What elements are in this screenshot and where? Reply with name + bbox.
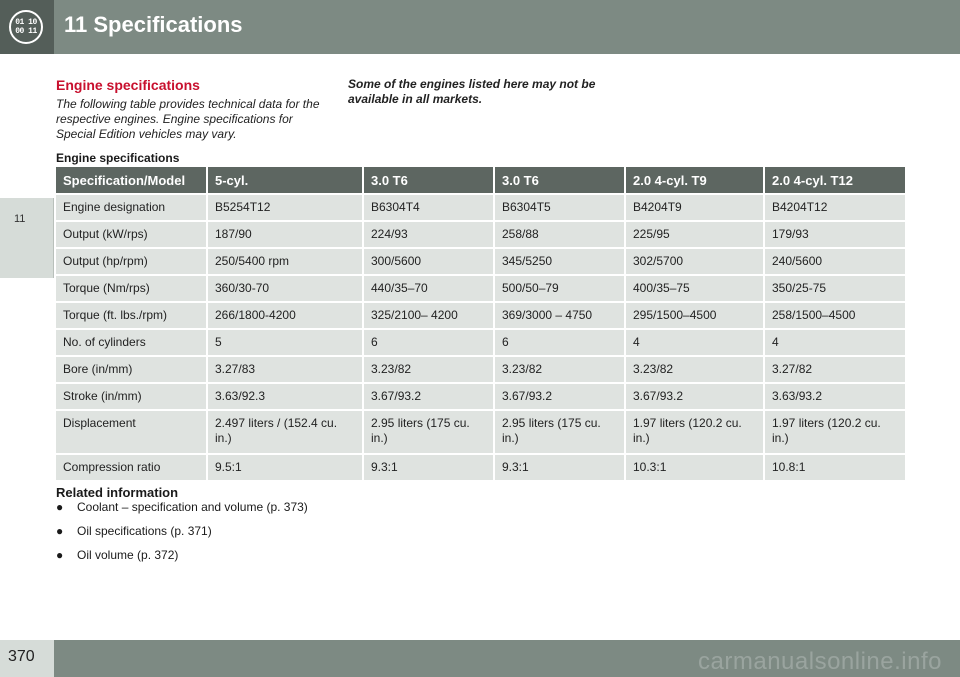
related-link-oil-specs[interactable] <box>56 524 316 539</box>
column-header: 2.0 4-cyl. T9 <box>626 167 765 195</box>
table-header-row <box>56 167 905 195</box>
table-cell: B4204T9 <box>626 195 765 222</box>
column-header: 3.0 T6 <box>495 167 626 195</box>
bullet-icon: ● <box>56 524 64 538</box>
table-cell: 2.95 liters (175 cu. in.) <box>495 411 626 455</box>
column-header: 2.0 4-cyl. T12 <box>765 167 905 195</box>
table-cell: Stroke (in/mm) <box>56 384 208 411</box>
chapter-tab-number: 11 <box>14 213 26 225</box>
table-cell: 179/93 <box>765 222 905 249</box>
table-cell: 258/88 <box>495 222 626 249</box>
column-header: Specification/Model <box>56 167 208 195</box>
table-cell: 350/25-75 <box>765 276 905 303</box>
page-number: 370 <box>8 648 35 665</box>
table-cell: 2.497 liters / (152.4 cu. in.) <box>208 411 364 455</box>
table-row <box>56 303 905 330</box>
table-cell: 10.8:1 <box>765 455 905 482</box>
table-cell: 3.23/82 <box>495 357 626 384</box>
market-note: Some of the engines listed here may not be available in all markets. <box>348 77 596 106</box>
table-cell: 2.95 liters (175 cu. in.) <box>364 411 495 455</box>
column-header: 3.0 T6 <box>364 167 495 195</box>
table-row <box>56 455 905 482</box>
table-cell: 266/1800-4200 <box>208 303 364 330</box>
watermark: carmanualsonline.info <box>698 648 942 675</box>
chapter-title: 11 Specifications <box>64 12 243 37</box>
table-cell: 325/2100– 4200 <box>364 303 495 330</box>
table-cell: 3.67/93.2 <box>626 384 765 411</box>
table-row <box>56 357 905 384</box>
table-row <box>56 222 905 249</box>
table-cell: 3.27/82 <box>765 357 905 384</box>
table-cell: B5254T12 <box>208 195 364 222</box>
table-cell: Bore (in/mm) <box>56 357 208 384</box>
table-cell: B6304T4 <box>364 195 495 222</box>
table-cell: 9.3:1 <box>495 455 626 482</box>
table-cell: 6 <box>495 330 626 357</box>
table-cell: B4204T12 <box>765 195 905 222</box>
table-cell: 345/5250 <box>495 249 626 276</box>
table-cell: 3.67/93.2 <box>495 384 626 411</box>
table-row <box>56 276 905 303</box>
table-cell: 400/35–75 <box>626 276 765 303</box>
table-cell: 3.23/82 <box>364 357 495 384</box>
table-cell: 225/95 <box>626 222 765 249</box>
table-cell: 295/1500–4500 <box>626 303 765 330</box>
table-row <box>56 384 905 411</box>
table-cell: Engine designation <box>56 195 208 222</box>
related-info-title: Related information <box>56 485 179 500</box>
table-cell: 360/30-70 <box>208 276 364 303</box>
table-cell: 440/35–70 <box>364 276 495 303</box>
table-cell: 5 <box>208 330 364 357</box>
left-margin <box>0 54 54 640</box>
table-cell: Compression ratio <box>56 455 208 482</box>
table-row <box>56 330 905 357</box>
engine-spec-table <box>56 167 905 482</box>
bullet-icon: ● <box>56 548 64 562</box>
table-cell: 3.23/82 <box>626 357 765 384</box>
table-cell: 4 <box>765 330 905 357</box>
binary-logo-icon: 01 10 00 11 <box>9 10 43 44</box>
table-cell: Displacement <box>56 411 208 455</box>
table-cell: 1.97 liters (120.2 cu. in.) <box>765 411 905 455</box>
related-link-oil-volume[interactable] <box>56 548 316 563</box>
table-row <box>56 195 905 222</box>
table-cell: 240/5600 <box>765 249 905 276</box>
table-cell: 369/3000 – 4750 <box>495 303 626 330</box>
table-cell: 250/5400 rpm <box>208 249 364 276</box>
table-row <box>56 411 905 455</box>
table-cell: 9.5:1 <box>208 455 364 482</box>
table-cell: 3.63/92.3 <box>208 384 364 411</box>
table-cell: 258/1500–4500 <box>765 303 905 330</box>
related-info-list <box>56 500 316 572</box>
table-cell: 3.27/83 <box>208 357 364 384</box>
chapter-tab[interactable] <box>0 198 54 278</box>
related-link-coolant[interactable] <box>56 500 316 515</box>
table-cell: Output (kW/rps) <box>56 222 208 249</box>
table-caption: Engine specifications <box>56 151 180 165</box>
related-link-text: Oil volume (p. 372) <box>77 548 179 562</box>
table-cell: 300/5600 <box>364 249 495 276</box>
bullet-icon: ● <box>56 500 64 514</box>
table-row <box>56 249 905 276</box>
table-cell: No. of cylinders <box>56 330 208 357</box>
related-link-text: Coolant – specification and volume (p. 373) <box>77 500 308 514</box>
table-cell: 3.63/93.2 <box>765 384 905 411</box>
table-cell: 302/5700 <box>626 249 765 276</box>
table-cell: B6304T5 <box>495 195 626 222</box>
table-cell: 9.3:1 <box>364 455 495 482</box>
related-link-text: Oil specifications (p. 371) <box>77 524 212 538</box>
section-title: Engine specifications <box>56 77 200 93</box>
table-cell: 187/90 <box>208 222 364 249</box>
table-cell: 10.3:1 <box>626 455 765 482</box>
header-logo-box <box>0 0 54 54</box>
table-cell: 3.67/93.2 <box>364 384 495 411</box>
table-cell: 4 <box>626 330 765 357</box>
table-cell: Torque (Nm/rps) <box>56 276 208 303</box>
table-cell: 1.97 liters (120.2 cu. in.) <box>626 411 765 455</box>
table-cell: Output (hp/rpm) <box>56 249 208 276</box>
table-cell: 224/93 <box>364 222 495 249</box>
table-cell: Torque (ft. lbs./rpm) <box>56 303 208 330</box>
column-header: 5-cyl. <box>208 167 364 195</box>
table-cell: 500/50–79 <box>495 276 626 303</box>
table-cell: 6 <box>364 330 495 357</box>
section-intro: The following table provides technical data for the respective engines. Engine specifications for Special Edition vehicles may vary. <box>56 97 320 141</box>
